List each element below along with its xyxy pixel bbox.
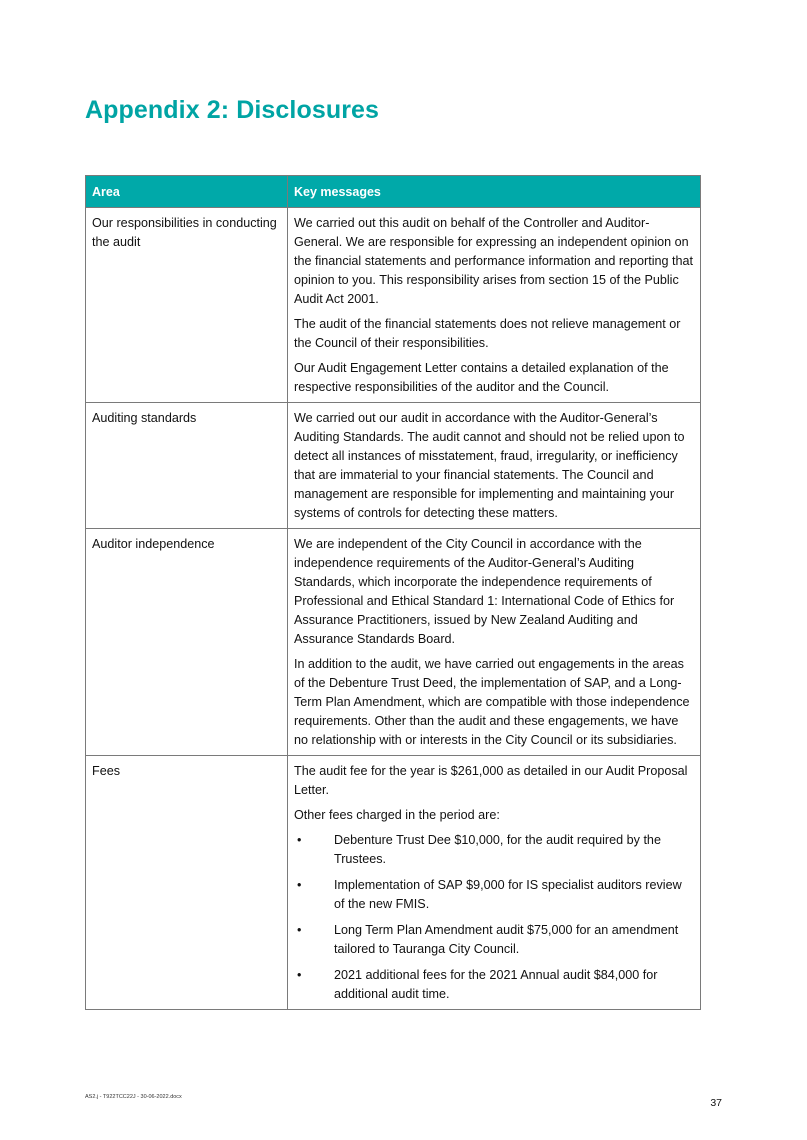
column-header-key-messages: Key messages <box>288 176 701 208</box>
message-paragraph: The audit of the financial statements does not relieve management or the Council of their responsibilities. <box>294 317 681 350</box>
table-row-auditor-independence <box>86 529 701 756</box>
list-item-text: Long Term Plan Amendment audit $75,000 for an amendment tailored to Tauranga City Council. <box>334 923 679 956</box>
page-title: Appendix 2: Disclosures <box>85 96 380 124</box>
page-number: 37 <box>710 1097 722 1109</box>
area-cell: Auditor independence <box>86 529 288 756</box>
bullet-icon: • <box>297 968 302 982</box>
message-paragraph: We carried out this audit on behalf of the Controller and Auditor-General. We are responsible for expressing an independent opinion on the financial statements and performance information and reporting that opinion to you. This responsibility arises from section 15 of the Public Audit Act 2001. <box>294 216 694 306</box>
key-messages-cell <box>288 403 701 529</box>
list-item <box>294 831 694 869</box>
message-paragraph: Other fees charged in the period are: <box>294 808 500 822</box>
table-header-row <box>86 176 701 208</box>
bullet-icon: • <box>297 878 302 892</box>
key-messages-cell <box>288 756 701 1010</box>
table-row-fees <box>86 756 701 1010</box>
message-paragraph: The audit fee for the year is $261,000 as detailed in our Audit Proposal Letter. <box>294 764 688 797</box>
table-row-auditing-standards <box>86 403 701 529</box>
area-cell: Fees <box>86 756 288 1010</box>
key-messages-cell <box>288 529 701 756</box>
list-item-text: 2021 additional fees for the 2021 Annual audit $84,000 for additional audit time. <box>334 968 658 1001</box>
footer-document-reference: AS2.j - T922TCC22J - 30-06-2022.docx <box>85 1094 182 1100</box>
message-paragraph: Our Audit Engagement Letter contains a detailed explanation of the respective responsibilities of the auditor and the Council. <box>294 361 669 394</box>
message-paragraph: In addition to the audit, we have carried out engagements in the areas of the Debenture Trust Deed, the implementation of SAP, and a Long-Term Plan Amendment, which are compatible with those independence requirements. Other than the audit and these engagements, we have no relationship with or interests in the City Council or its subsidiaries. <box>294 657 690 747</box>
list-item <box>294 921 694 959</box>
message-paragraph: We carried out our audit in accordance with the Auditor-General’s Auditing Standards. The audit cannot and should not be relied upon to detect all instances of misstatement, fraud, irregularity, or inefficiency that are immaterial to your financial statements. The Council and management are responsible for implementing and maintaining your systems of controls for detecting these matters. <box>294 411 685 520</box>
column-header-area: Area <box>86 176 288 208</box>
list-item-text: Implementation of SAP $9,000 for IS specialist auditors review of the new FMIS. <box>334 878 682 911</box>
bullet-icon: • <box>297 923 302 937</box>
area-cell: Auditing standards <box>86 403 288 529</box>
area-cell: Our responsibilities in conducting the audit <box>86 208 288 403</box>
bullet-icon: • <box>297 833 302 847</box>
list-item <box>294 966 694 1004</box>
fees-bullet-list <box>294 831 694 1004</box>
table-row-responsibilities <box>86 208 701 403</box>
disclosures-table <box>85 175 701 1010</box>
list-item <box>294 876 694 914</box>
key-messages-cell <box>288 208 701 403</box>
message-paragraph: We are independent of the City Council in accordance with the independence requirements of the Auditor-General’s Auditing Standards, which incorporate the independence requirements of Professional and Ethical Standard 1: International Code of Ethics for Assurance Practitioners, issued by New Zealand Auditing and Assurance Standards Board. <box>294 537 675 646</box>
list-item-text: Debenture Trust Dee $10,000, for the audit required by the Trustees. <box>334 833 661 866</box>
